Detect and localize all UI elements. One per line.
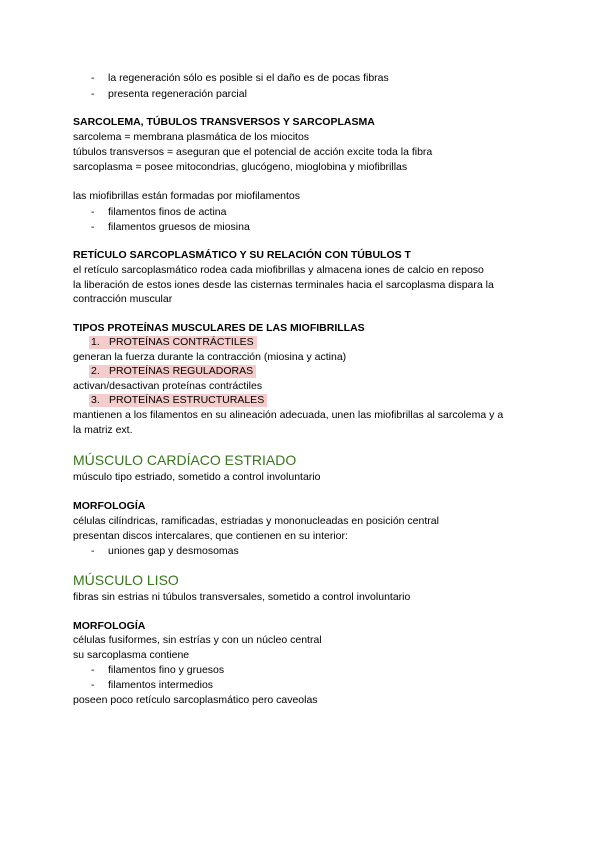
text-line: túbulos transversos = aseguran que el potencial de acción excite toda la fibra: [73, 146, 433, 158]
text-line: la liberación de estos iones desde las cisternas terminales hacia el sarcoplasma dispara la: [73, 279, 494, 291]
text-line: generan la fuerza durante la contracción (miosina y actina): [73, 351, 347, 363]
bullet-dash: -: [91, 88, 95, 100]
text-line: células fusiformes, sin estrías y con un núcleo central: [73, 634, 322, 646]
bullet-dash: -: [91, 72, 95, 84]
list-item: uniones gap y desmosomas: [108, 545, 239, 557]
list-item: filamentos fino y gruesos: [108, 664, 225, 676]
text-line: la matriz ext.: [73, 424, 133, 436]
bullet-dash: -: [91, 664, 95, 676]
text-line: sarcolema = membrana plasmática de los miocitos: [73, 131, 310, 143]
text-line: sarcoplasma = posee mitocondrias, glucógeno, mioglobina y miofibrillas: [73, 161, 408, 173]
list-item: filamentos finos de actina: [108, 206, 227, 218]
bullet-dash: -: [91, 679, 95, 691]
text-line: presentan discos intercalares, que contienen en su interior:: [73, 530, 348, 542]
list-item: filamentos intermedios: [108, 679, 214, 691]
item-label: PROTEÍNAS REGULADORAS: [109, 365, 254, 377]
section-heading-sarcolema: SARCOLEMA, TÚBULOS TRANSVERSOS Y SARCOPLASMA: [73, 116, 375, 128]
subheading-morfologia: MORFOLOGÍA: [73, 500, 146, 512]
list-item: la regeneración sólo es posible si el daño es de pocas fibras: [108, 72, 389, 84]
section-title-cardiaco: MÚSCULO CARDÍACO ESTRIADO: [73, 452, 297, 468]
item-number: 2.: [91, 365, 100, 377]
bullet-dash: -: [91, 545, 95, 557]
text-line: células cilíndricas, ramificadas, estriadas y mononucleadas en posición central: [73, 515, 439, 527]
text-line: las miofibrillas están formadas por miofilamentos: [73, 190, 301, 202]
numbered-item-highlight: [89, 394, 267, 407]
text-line: músculo tipo estriado, sometido a control involuntario: [73, 471, 321, 483]
item-label: PROTEÍNAS CONTRÁCTILES: [109, 336, 254, 348]
subheading-morfologia: MORFOLOGÍA: [73, 620, 146, 632]
text-line: mantienen a los filamentos en su alineación adecuada, unen las miofibrillas al sarcolema y a: [73, 409, 504, 421]
text-line: activan/desactivan proteínas contráctiles: [73, 380, 263, 392]
text-line: contracción muscular: [73, 293, 173, 305]
text-line: poseen poco retículo sarcoplasmático pero caveolas: [73, 694, 318, 706]
bullet-dash: -: [91, 206, 95, 218]
numbered-item-highlight: [89, 365, 256, 378]
text-line: su sarcoplasma contiene: [73, 649, 190, 661]
list-item: presenta regeneración parcial: [108, 88, 247, 100]
section-heading-proteinas: TIPOS PROTEÍNAS MUSCULARES DE LAS MIOFIBRILLAS: [73, 322, 365, 334]
section-heading-reticulo: RETÍCULO SARCOPLASMÁTICO Y SU RELACIÓN CON TÚBULOS T: [73, 249, 411, 261]
text-line: fibras sin estrias ni túbulos transversales, sometido a control involuntario: [73, 591, 411, 603]
section-title-liso: MÚSCULO LISO: [73, 572, 179, 588]
text-line: el retículo sarcoplasmático rodea cada miofibrillas y almacena iones de calcio en reposo: [73, 264, 484, 276]
list-item: filamentos gruesos de miosina: [108, 221, 250, 233]
numbered-item-highlight: [89, 336, 257, 349]
item-number: 3.: [91, 394, 100, 406]
item-label: PROTEÍNAS ESTRUCTURALES: [109, 394, 265, 406]
bullet-dash: -: [91, 221, 95, 233]
item-number: 1.: [91, 336, 100, 348]
